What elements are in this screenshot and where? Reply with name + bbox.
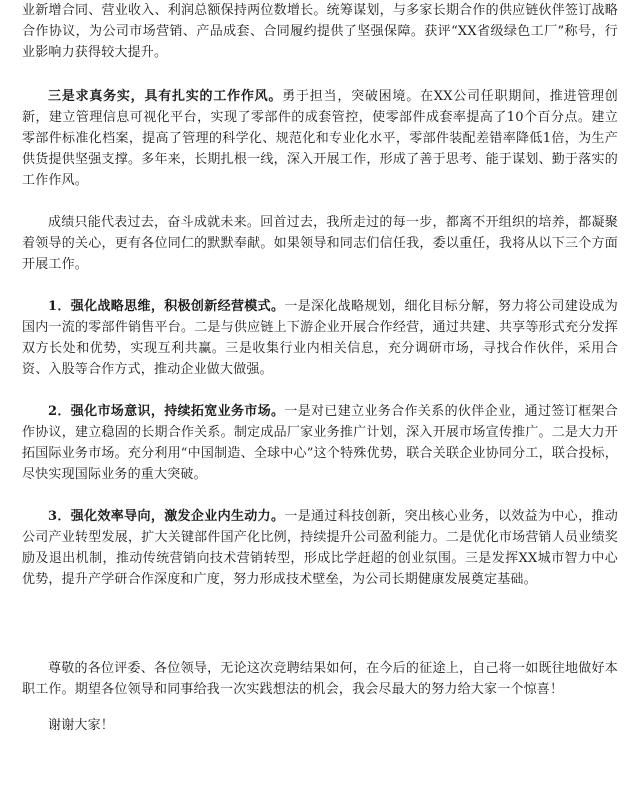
paragraph-text: 一是通过科技创新，突出核心业务，以效益为中心，推动公司产业转型发展，扩大关键部件国产化比例，持续提升公司盈利能力。二是优化市场营销人员业绩奖励及退出机制，推动传统营销向技术营销转型，形成比学赶超的创业氛围。三是发挥XX城市智力中心优势，提升产学研合作深度和广度，努力形成技术壁垒，为公司长期健康发展奠定基础。 xyxy=(22,509,618,587)
paragraph-text: 业新增合同、营业收入、利润总额保持两位数增长。统筹谋划，与多家长期合作的供应链伙伴签订战略合作协议，为公司市场营销、产品成套、合同履约提供了坚强保障。获评“XX省级绿色工厂”称号，行业影响力获得较大提升。 xyxy=(22,3,618,60)
paragraph-plan-strategy xyxy=(22,296,618,380)
paragraph-closing xyxy=(22,658,618,700)
paragraph-text: 一是对已建立业务合作关系的伙伴企业，通过签订框架合作协议，建立稳固的长期合作关系。制定成品厂家业务推广计划，深入开展市场宣传推广。二是大力开拓国际业务市场。充分利用“中国制造、全球中心”这个特殊优势，联合关联企业协同分工，联合投标，尽快实现国际业务的重大突破。 xyxy=(22,404,618,482)
paragraph-plan-efficiency xyxy=(22,506,618,590)
paragraph-transition xyxy=(22,212,618,275)
paragraph-heading: 1．强化战略思维，积极创新经营模式。 xyxy=(48,299,285,314)
paragraph-text: 勇于担当，突破困境。在XX公司任职期间，推进管理创新，建立管理信息可视化平台，实现了零部件的成套管控，使零部件成套率提高了10个百分点。建立零部件标准化档案，提高了管理的科学化、规范化和专业化水平，零部件装配差错率降低1倍，为生产供货提供坚强支撑。多年来，长期扎根一线，深入开展工作，形成了善于思考、能于谋划、勤于落实的工作作风。 xyxy=(22,89,618,188)
paragraph-heading: 三是求真务实，具有扎实的工作作风。 xyxy=(48,89,283,104)
paragraph-heading: 2．强化市场意识，持续拓宽业务市场。 xyxy=(48,404,285,419)
paragraph-thanks xyxy=(22,715,618,736)
paragraph-text: 一是深化战略规划，细化目标分解，努力将公司建设成为国内一流的零部件销售平台。二是与供应链上下游企业开展合作经营，通过共建、共享等形式充分发挥双方长处和优势，实现互利共赢。三是收集行业内相关信息，充分调研市场，寻找合作伙伴，采用合资、入股等合作方式，推动企业做大做强。 xyxy=(22,299,618,377)
paragraph-text: 成绩只能代表过去，奋斗成就未来。回首过去，我所走过的每一步，都离不开组织的培养，都凝聚着领导的关心，更有各位同仁的默默奉献。如果领导和同志们信任我，委以重任，我将从以下三个方面开展工作。 xyxy=(22,215,618,272)
paragraph-plan-market xyxy=(22,401,618,485)
paragraph-heading: 3．强化效率导向，激发企业内生动力。 xyxy=(48,509,285,524)
paragraph-text: 谢谢大家！ xyxy=(48,718,115,733)
paragraph-work-style xyxy=(22,86,618,191)
paragraph-text: 尊敬的各位评委、各位领导，无论这次竞聘结果如何，在今后的征途上，自己将一如既往地做好本职工作。期望各位领导和同事给我一次实践想法的机会，我会尽最大的努力给大家一个惊喜！ xyxy=(22,661,618,697)
paragraph-achievement-continuation xyxy=(22,0,618,63)
